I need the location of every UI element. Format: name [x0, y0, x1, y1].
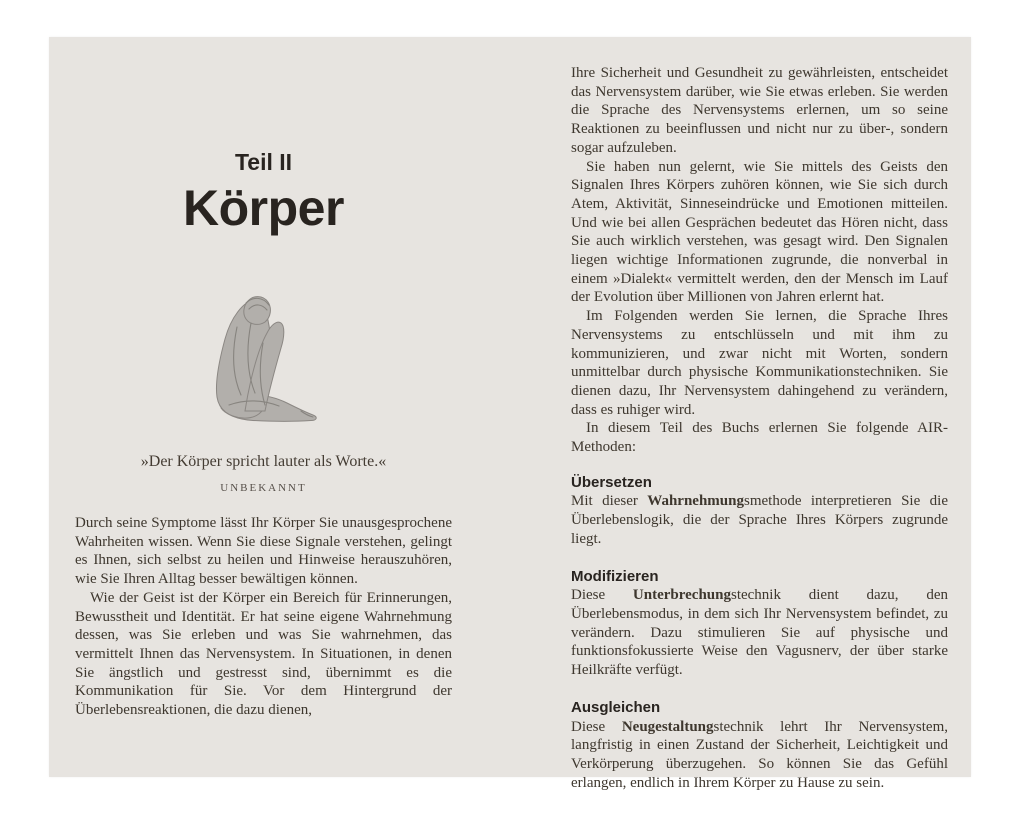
section-heading: Ausgleichen	[571, 698, 661, 716]
section-paragraph	[571, 718, 948, 793]
seated-figure-line-art-icon	[201, 293, 326, 425]
section-text: Diese	[571, 587, 633, 604]
body-paragraph: Durch seine Symptome lässt Ihr Körper Sie unausgesprochene Wahrheiten wissen. Wenn Sie diese Signale verstehen, gelingt es Ihnen, sich selbst zu heilen und Hinweise herauszuhören, wie Sie Ihren Alltag besser bewältigen können.	[75, 515, 452, 588]
body-paragraph: Sie haben nun gelernt, wie Sie mittels des Geists den Signalen Ihres Körpers zuhören können, wie Sie sich durch Atem, Aktivität, Sinneseindrücke und Emotionen mitteilen. Und wie bei allen Gesprächen bedeutet das Hören nicht, dass Sie auch wirklich verstehen, was gesagt wird. Den Signalen liegen wichtige Informationen zugrunde, die nonverbal in einem »Dialekt« vermittelt werden, den der Mensch im Lauf der Evolution über Millionen von Jahren erlernt hat.	[571, 158, 948, 306]
epigraph	[75, 452, 452, 494]
left-page-body	[75, 514, 452, 720]
right-page-body	[571, 64, 948, 792]
section-text: smethode interpretieren Sie die Überlebenslogik, die der Sprache Ihres Körpers zugrunde liegt.	[571, 493, 948, 547]
section-text: stechnik dient dazu, den Überlebensmodus, in dem sich Ihr Nervensystem befindet, zu verändern. Dazu stimulieren Sie auf physische und funktionsfokussierte Weise den Vagusnerv, der über starke Heilkräfte verfügt.	[571, 587, 948, 679]
section-bold-term: Neugestaltung	[621, 718, 714, 735]
section-bold-term: Wahrnehmung	[647, 493, 744, 510]
part-label: Teil II	[234, 149, 293, 175]
section-paragraph	[571, 492, 948, 548]
left-page-title-block	[75, 149, 452, 236]
seated-figure-illustration	[75, 293, 452, 430]
method-section-modifizieren	[571, 568, 948, 680]
section-text: Diese	[571, 718, 622, 735]
body-paragraph: In diesem Teil des Buchs erlernen Sie folgende AIR-Methoden:	[571, 420, 948, 456]
book-page-spread	[49, 37, 971, 791]
epigraph-attribution: UNBEKANNT	[220, 481, 307, 494]
body-paragraph: Im Folgenden werden Sie lernen, die Sprache Ihres Nervensystems zu entschlüsseln und mit ihm zu kommunizieren, und zwar nicht mit Worten, sondern unmittelbar durch physische Kommunikationstechniken. Sie dienen dazu, Ihr Nervensystem dahingehend zu verändern, dass es ruhiger wird.	[571, 308, 948, 418]
method-section-uebersetzen	[571, 474, 948, 549]
method-section-ausgleichen	[571, 699, 948, 793]
section-bold-term: Unterbrechung	[632, 587, 731, 604]
body-paragraph: Wie der Geist ist der Körper ein Bereich für Erinnerungen, Bewusstheit und Identität. Er hat seine eigene Wahrnehmung dessen, was Sie erleben und was Sie wahrnehmen, das vermittelt Ihnen das Nervensystem. In Situationen, in denen Sie ängstlich und gestresst sind, übernimmt es die Kommunikation für Sie. Vor dem Hintergrund der Überlebensreaktionen, die dazu dienen,	[75, 589, 452, 719]
section-heading: Übersetzen	[571, 473, 652, 491]
section-text: stechnik lehrt Ihr Nervensystem, langfristig in einen Zustand der Sicherheit, Leichtigkeit und Verkörperung überzugehen. So können Sie das Gefühl erlangen, endlich in Ihrem Körper zu Hause zu sein.	[571, 718, 949, 791]
section-paragraph	[571, 586, 948, 680]
section-text: Mit dieser	[571, 493, 648, 510]
part-title: Körper	[183, 180, 344, 236]
epigraph-quote: »Der Körper spricht lauter als Worte.«	[140, 453, 387, 470]
section-heading: Modifizieren	[571, 567, 659, 585]
body-paragraph: Ihre Sicherheit und Gesundheit zu gewährleisten, entscheidet das Nervensystem darüber, wie Sie etwas erleben. Sie werden die Sprache des Nervensystems erlernen, um so seine Reaktionen zu beeinflussen und nicht nur zu über-, sondern sogar aufzuleben.	[571, 65, 948, 156]
